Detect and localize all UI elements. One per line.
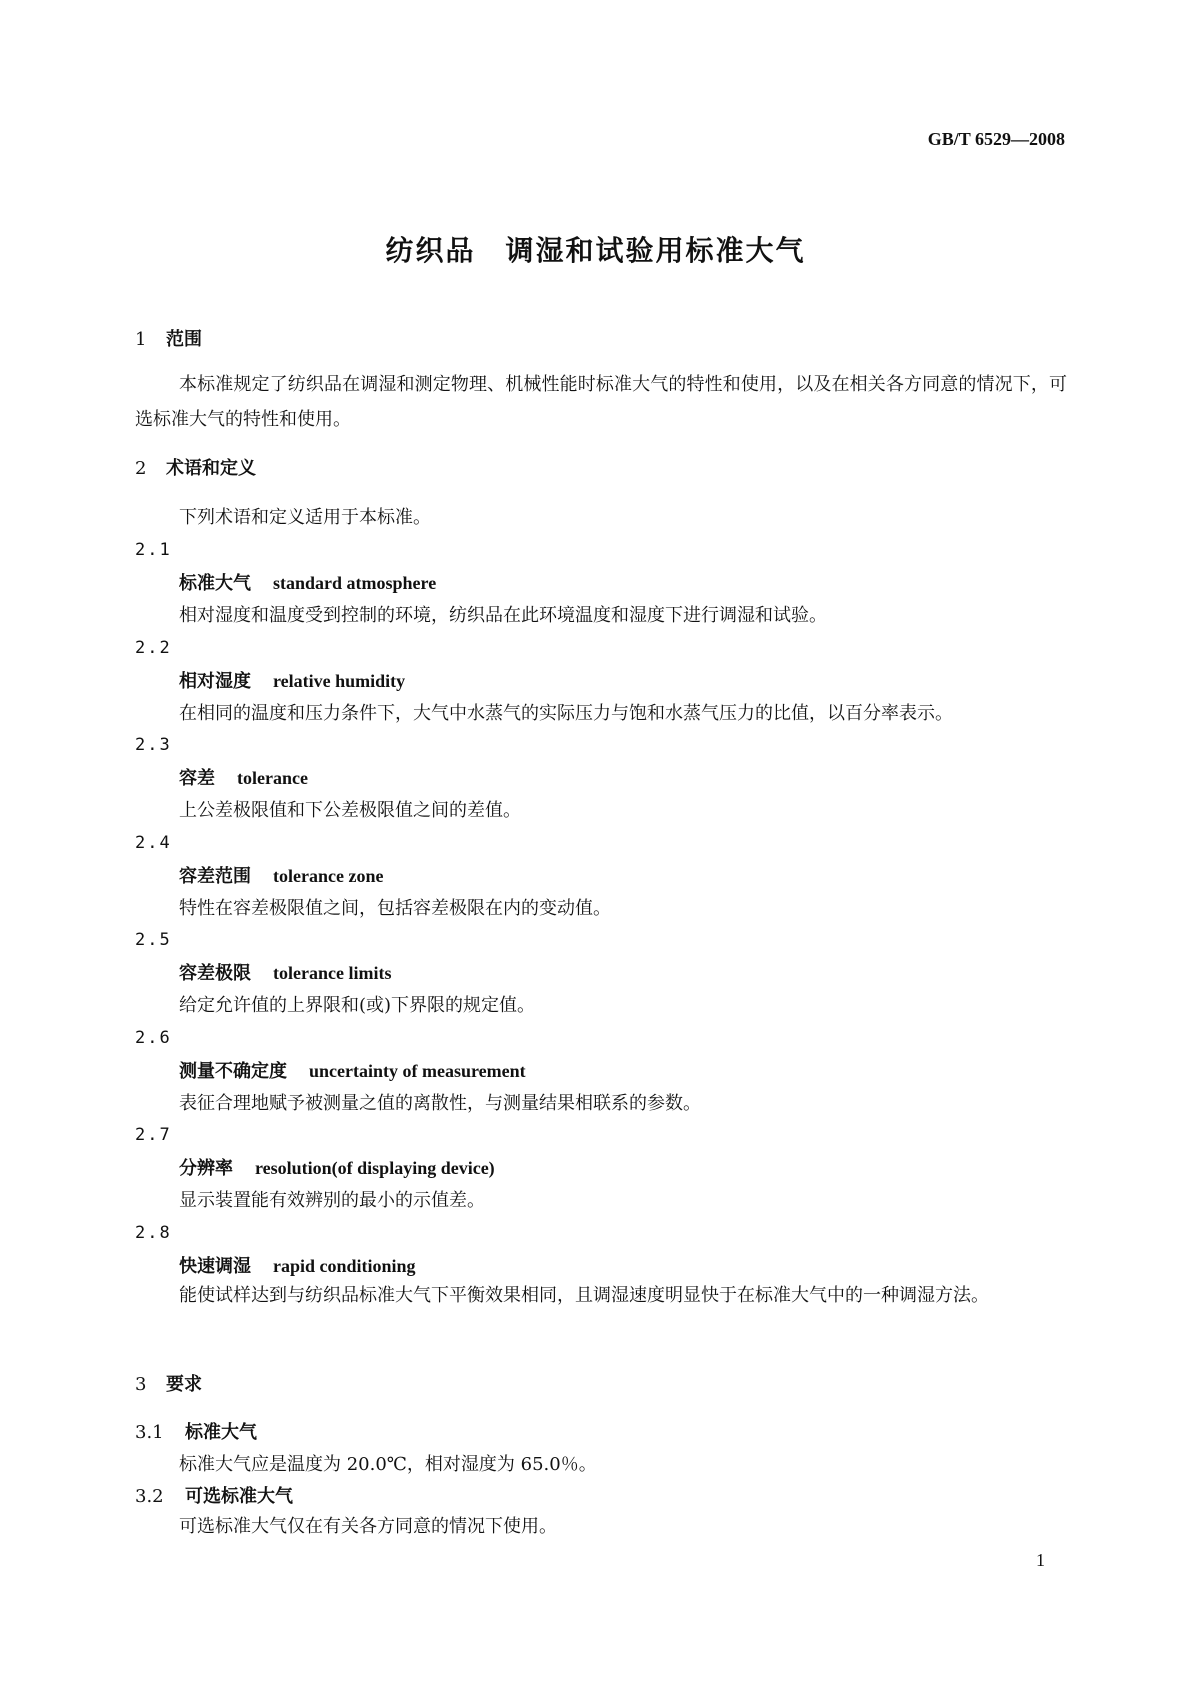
subsection-title: 可选标准大气 [185,1486,293,1507]
term-heading [179,1060,526,1083]
section-title: 术语和定义 [166,458,256,479]
section-1-heading [135,329,202,351]
term-heading [179,865,383,888]
term-en: standard atmosphere [273,573,437,593]
term-zh: 容差 [179,768,215,789]
section-title: 范围 [166,329,202,350]
term-definition: 表征合理地赋予被测量之值的离散性，与测量结果相联系的参数。 [179,1093,701,1114]
subsection-title: 标准大气 [185,1422,257,1443]
term-en: resolution(of displaying device) [255,1158,495,1178]
term-definition: 给定允许值的上界限和(或)下界限的规定值。 [179,995,536,1016]
term-en: tolerance limits [273,963,392,983]
term-zh: 相对湿度 [179,671,251,692]
term-en: tolerance [237,768,308,788]
term-heading [179,670,405,693]
term-definition: 上公差极限值和下公差极限值之间的差值。 [179,800,521,821]
subsection-number: 3.1 [135,1422,164,1443]
term-number: 2.5 [135,930,172,950]
term-definition: 显示装置能有效辨别的最小的示值差。 [179,1190,485,1211]
term-en: rapid conditioning [273,1256,416,1276]
term-number: 2.6 [135,1028,172,1048]
section-2-heading [135,458,256,480]
term-definition: 特性在容差极限值之间，包括容差极限在内的变动值。 [179,898,611,919]
term-zh: 分辨率 [179,1158,233,1179]
section-number: 1 [135,329,147,350]
term-number: 2.7 [135,1125,172,1145]
term-en: relative humidity [273,671,406,691]
subsection-number: 3.2 [135,1486,164,1507]
term-heading [179,962,391,985]
term-zh: 容差极限 [179,963,251,984]
page-number: 1 [1036,1550,1045,1570]
term-en: tolerance zone [273,866,384,886]
term-number: 2.3 [135,735,172,755]
subsection-3-1-text: 标准大气应是温度为 20.0℃，相对湿度为 65.0％。 [179,1454,597,1475]
term-heading [179,1157,495,1180]
section-number: 3 [135,1374,147,1395]
term-number: 2.4 [135,833,172,853]
standard-number: GB/T 6529—2008 [927,129,1065,149]
term-zh: 快速调湿 [179,1256,251,1277]
term-definition: 相对湿度和温度受到控制的环境，纺织品在此环境温度和湿度下进行调湿和试验。 [179,605,827,626]
term-zh: 测量不确定度 [179,1061,287,1082]
subsection-3-1-heading [135,1422,257,1444]
section-3-heading [135,1374,202,1396]
term-heading [179,1255,416,1278]
term-number: 2.1 [135,540,172,560]
term-heading [179,767,308,790]
document-title: 纺织品 调湿和试验用标准大气 [385,234,806,267]
section-number: 2 [135,458,147,479]
term-en: uncertainty of measurement [309,1061,526,1081]
term-zh: 容差范围 [179,866,251,887]
section-title: 要求 [166,1374,202,1395]
subsection-3-2-heading [135,1486,293,1508]
term-number: 2.8 [135,1223,172,1243]
term-heading [179,572,436,595]
term-definition: 能使试样达到与纺织品标准大气下平衡效果相同，且调湿速度明显快于在标准大气中的一种调湿方法。 [179,1285,989,1306]
term-definition: 在相同的温度和压力条件下，大气中水蒸气的实际压力与饱和水蒸气压力的比值，以百分率表示。 [179,703,953,724]
subsection-3-2-text: 可选标准大气仅在有关各方同意的情况下使用。 [179,1516,557,1537]
term-zh: 标准大气 [179,573,251,594]
section-1-paragraph: 本标准规定了纺织品在调湿和测定物理、机械性能时标准大气的特性和使用，以及在相关各方同意的情况下，可选标准大气的特性和使用。 [135,374,1067,430]
section-2-intro: 下列术语和定义适用于本标准。 [179,507,431,528]
term-number: 2.2 [135,638,172,658]
